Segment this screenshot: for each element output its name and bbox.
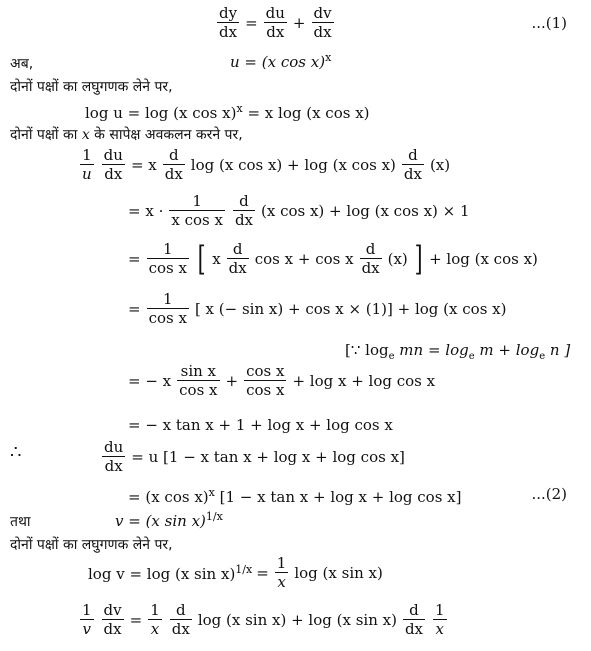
step-2: = x · $\frac{1}{\text{x cos x}}$ $\frac{d}{dx}$ (x cos x) + log (x cos x) × 1 <box>128 192 470 229</box>
step-4: = $\frac{1}{\text{cos x}}$ [ x (− sin x) + cos x × (1)] + log (x cos x) <box>128 290 507 327</box>
step-7: = (x cos x)$^x$ [1 − x tan x + log x + log cos x] <box>128 486 462 506</box>
equation-label-1: ...(1) <box>531 14 567 32</box>
log-u-line: log u = log (x cos x)$^x$ = x log (x cos x) <box>85 102 370 122</box>
tatha-line: तथा <box>10 514 31 530</box>
v-definition: v = (x sin x)$^{1/x}$ <box>115 510 223 530</box>
step-3: = $\frac{1}{\text{cos x}}$ [ x $\frac{d}{dx}$ cos x + cos x $\frac{d}{dx}$ (x) ] + log (x cos x) <box>128 239 538 279</box>
log-v-line: log v = log (x sin x)$^{1/x}$ = $\frac{1}{x}$ log (x sin x) <box>88 554 383 591</box>
last-step: $\frac{1}{v}$ $\frac{dv}{dx}$ = $\frac{1}{x}$ $\frac{d}{dx}$ log (x sin x) + log (x sin x) $\frac{d}{dx}$ $\frac{1}{x}$ <box>82 601 445 638</box>
therefore-line: ∴ <box>10 442 22 463</box>
fraction-du-dx: $\frac{du}{dx}$ <box>265 4 285 41</box>
fraction-dy-dx: $\frac{dy}{dx}$ <box>219 4 238 41</box>
step-5: = − x $\frac{\text{sin x}}{\text{cos x}}$ + $\frac{\text{cos x}}{\text{cos x}}$ + log x + log cos x <box>128 362 436 399</box>
step-1: $\frac{1}{u}$ $\frac{du}{dx}$ = x $\frac{d}{dx}$ log (x cos x) + log (x cos x) $\frac{d}{dx}$ (x) <box>82 146 451 183</box>
text-log-both-sides-1: दोनों पक्षों का लघुगणक लेने पर, <box>10 79 173 95</box>
line-ab: अब, <box>10 56 34 72</box>
u-definition: u = (x cos x)$^x$ <box>230 51 332 71</box>
equation-1: $\frac{dy}{dx}$ = $\frac{du}{dx}$ + $\frac{dv}{dx}$ <box>219 4 332 41</box>
text-log-both-sides-2: दोनों पक्षों का लघुगणक लेने पर, <box>10 537 173 553</box>
log-identity-note: [∵ $\log_e$ mn = $\log_e m + \log_e n$ ] <box>345 341 571 362</box>
equation-label-2: ...(2) <box>531 485 567 503</box>
fraction-dv-dx: $\frac{dv}{dx}$ <box>313 4 332 41</box>
step-6: = − x tan x + 1 + log x + log cos x <box>128 416 393 434</box>
text-differentiate-1: दोनों पक्षों का x के सापेक्ष अवकलन करने पर, <box>10 127 243 143</box>
du-dx-result: $\frac{du}{dx}$ = u [1 − x tan x + log x + log cos x] <box>104 438 405 475</box>
